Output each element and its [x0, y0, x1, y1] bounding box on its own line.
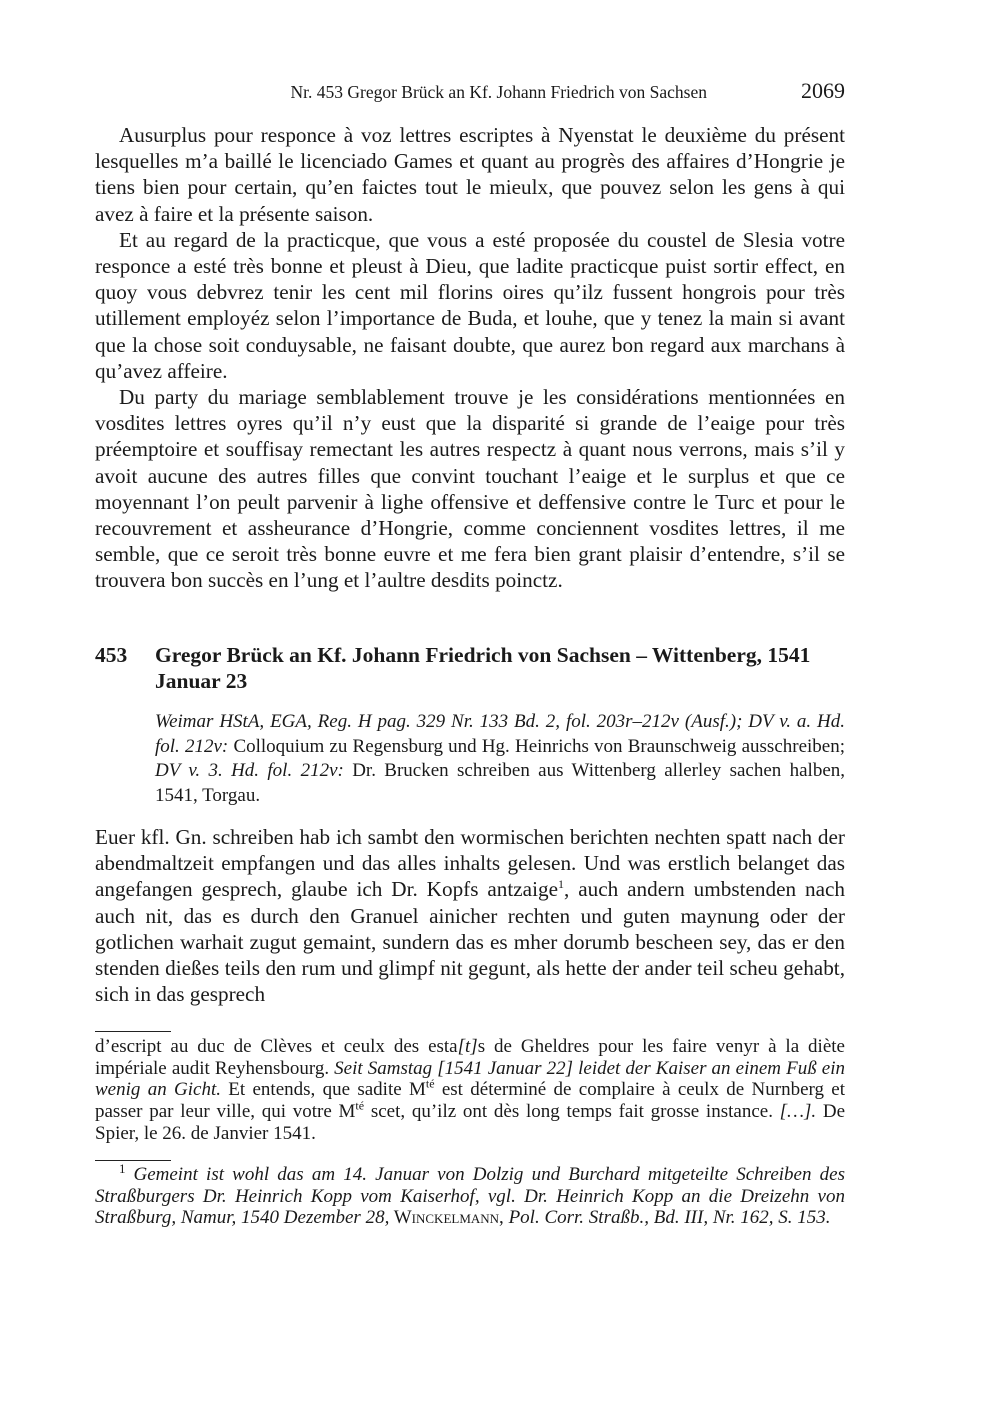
paragraph: Et au regard de la practicque, que vous a esté proposée du coustel de Slesia votre responce a esté très bonne et pleust à Dieu, que ladite practicque puist sortir effect, en quoy vous debvrez tenir les cent mil florins oires qu’ilz fussent hongrois pour très utillement employéz selon l’importance de Buda, et louhe, que y tenez la main si avant que la chose soit conduysable, ne faisant doubte, que aurez bon regard aux marchans à qu’avez affeire. [95, 227, 845, 383]
paragraph: Du party du mariage semblablement trouve je les considérations mentionnées en vosdites lettres oyres qu’il n’y eust que la disparité si grande de l’eaige pour très préemptoire et souffisay remectant les autres respectz à quant nous verrons, mais s’il y avoit aucune des autres filles que convint touchant l’eaige et le surplus et que ce moyennant l’on peult parvenir à lighe offensive et deffensive contre le Turc et pour le recouvrement et assheurance d’Hongrie, comme conciennent vosdites lettres, il me semble, que ce seroit très bonne euvre et me fera bien grant plaisir d’entendre, s’il se trouvera bon succès en l’ung et l’aultre desdits poinctz. [95, 385, 845, 593]
fn-text: s de Gheldres pour les faire venyr à la diète impériale audit Reyhensbourg. [95, 1036, 845, 1079]
source-text: Colloquium zu Regensburg und Hg. Heinrichs von Braunschweig ausschreiben; [228, 735, 845, 757]
previous-footnote-continuation [95, 1036, 845, 1145]
continued-letter-text [95, 122, 845, 594]
fn-text: d’escript au duc de Clèves et ceulx des esta [95, 1036, 458, 1057]
fn-text: scet, qu’ilz ont dès long temps fait grosse instance. [364, 1101, 780, 1123]
fn-italic: [t] [457, 1036, 478, 1057]
fn-italic: Gemeint ist wohl das am 14. Januar von Dolzig und Burchard mitgeteilte Schreiben des Straßburgers Dr. Heinrich Kopp vom Kaiserhof, vgl. Dr. Heinrich Kopp an die Dreizehn von Straßburg, Namur, 1540 Dezember 28, [95, 1164, 845, 1229]
source-archive: Weimar HStA, EGA, Reg. H pag. 329 Nr. 133 Bd. 2, fol. 203r–212v (Ausf.); DV v. a. Hd. fol. 212v: [155, 711, 845, 757]
footnote-1 [95, 1160, 845, 1229]
letter-text-part: , auch andern umbstenden nach auch nit, das es durch den Granuel ainicher rechten und guten maynung oder der gotlichen warhait zugut gemaint, sundern das es mher dorumb bescheen sey, das er den stenden dießes teils den rum und glimpf nit gegunt, als hette der ander teil scheu gehabt, sich in das gesprech [95, 877, 845, 1007]
footnote-number: 1 [119, 1160, 126, 1176]
paragraph: Ausurplus pour responce à voz lettres escriptes à Nyenstat le deuxième du présent lesquelles m’a baillé le licenciado Games et quant au progrès des affaires d’Hongrie je tiens bien pour certain, qu’en faictes tout le mieulx, que pouvez selon les gens à qui avez à faire et la présente saison. [95, 123, 845, 226]
running-head [95, 80, 845, 104]
superscript: té [355, 1098, 365, 1113]
paragraph [95, 824, 845, 1007]
letter-text [95, 824, 845, 1007]
fn-text: De Spier, le 26. de Janvier 1541. [95, 1101, 845, 1144]
fn-text: est déterminé de complaire à ceulx de Nurnberg et passer par leur ville, qui votre M [95, 1079, 846, 1123]
fn-italic: Seit Samstag [1541 Januar 22] leidet der Kaiser an einem Fuß ein wenig an Gicht. [95, 1057, 846, 1101]
author-name: Winckelmann, [389, 1207, 504, 1229]
source-archive-2: DV v. 3. Hd. fol. 212v: [155, 760, 344, 781]
footnote-ref[interactable]: 1 [557, 877, 564, 892]
document-heading [95, 642, 845, 694]
superscript: té [425, 1077, 435, 1092]
footnote-rule [95, 1160, 171, 1161]
page-number: 2069 [801, 78, 845, 103]
letter-text-part: Euer kfl. Gn. schreiben hab ich sambt den wormischen berichten nechten spatt nach der abendmaltzeit empfangen und das alles inhalts gelesen. Und was erstlich belanget das angefangen gesprech, glaube ich Dr. Kopfs antzaige [95, 825, 845, 902]
source-note [155, 710, 845, 808]
fn-italic: […]. [779, 1101, 817, 1123]
source-text-2: Dr. Brucken schreiben aus Wittenberg allerley sachen halben, 1541, Torgau. [155, 760, 846, 806]
footnote-rule [95, 1031, 171, 1032]
document-number: 453 [95, 643, 128, 667]
fn-text: Et entends, que sadite M [220, 1079, 426, 1101]
document-title: Gregor Brück an Kf. Johann Friedrich von Sachsen – Wittenberg, 1541 Januar 23 [155, 643, 811, 693]
running-head-title: Nr. 453 Gregor Brück an Kf. Johann Friedrich von Sachsen [290, 82, 707, 102]
fn-italic: Pol. Corr. Straßb., Bd. III, Nr. 162, S. 153. [503, 1207, 831, 1229]
